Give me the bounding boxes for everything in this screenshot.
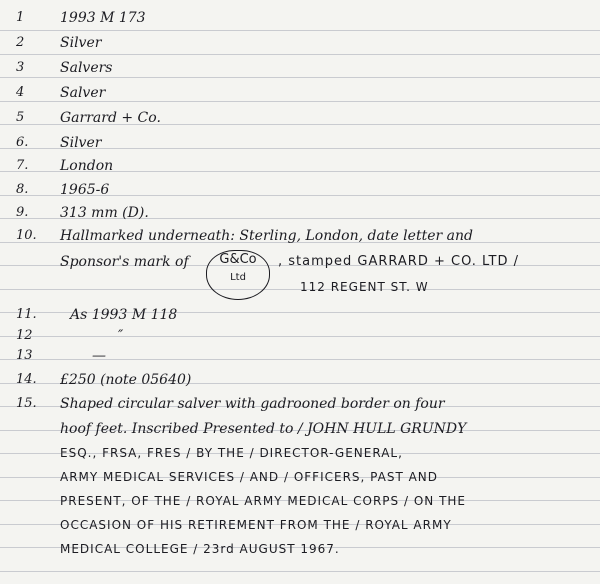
entry-number: 8. <box>16 182 29 197</box>
entry-text: Silver <box>60 35 102 51</box>
entry-text: Salvers <box>60 60 113 76</box>
entry-number: 6. <box>16 135 29 150</box>
entry-number: 13 <box>16 348 33 363</box>
entry-number: 4 <box>16 85 25 100</box>
entry-number: 5 <box>16 110 25 125</box>
entry-text: hoof feet. Inscribed Presented to / JOHN HULL GRUNDY <box>60 421 467 437</box>
entry-number: 2 <box>16 35 25 50</box>
entry-number: 7. <box>16 158 29 173</box>
entry-text: Shaped circular salver with gadrooned border on four <box>60 396 445 412</box>
entry-number: 3 <box>16 60 25 75</box>
entry-text: , stamped GARRARD + CO. LTD / <box>278 254 519 269</box>
entry-text: London <box>60 158 114 174</box>
entry-text: ″ <box>118 328 124 344</box>
entry-text: Sponsor's mark of <box>60 254 189 270</box>
mark-top: G&Co <box>219 252 257 267</box>
entry-text: MEDICAL COLLEGE / 23rd AUGUST 1967. <box>60 542 340 556</box>
entry-number: 14. <box>16 372 37 387</box>
entry-number: 15. <box>16 396 37 411</box>
entry-number: 9. <box>16 205 29 220</box>
entry-text: PRESENT, OF THE / ROYAL ARMY MEDICAL CORPS / ON THE <box>60 494 467 508</box>
ruled-line <box>0 77 600 78</box>
makers-mark <box>206 250 270 300</box>
ruled-line <box>0 54 600 55</box>
entry-number: 10. <box>16 228 37 243</box>
ruled-line <box>0 101 600 102</box>
ruled-line <box>0 30 600 31</box>
entry-text: ESQ., FRSA, FRES / BY THE / DIRECTOR-GENERAL, <box>60 446 403 460</box>
entry-number: 1 <box>16 10 25 25</box>
entry-text: Salver <box>60 85 106 101</box>
entry-text: — <box>92 348 106 364</box>
ruled-line <box>0 359 600 360</box>
mark-bottom: Ltd <box>230 272 246 283</box>
entry-number: 12 <box>16 328 33 343</box>
entry-text: 313 mm (D). <box>60 205 149 221</box>
entry-text: 112 REGENT ST. W <box>300 280 429 294</box>
entry-text: £250 (note 05640) <box>60 372 192 388</box>
entry-text: 1993 M 173 <box>60 10 146 26</box>
entry-text: OCCASION OF HIS RETIREMENT FROM THE / ROYAL ARMY <box>60 518 452 532</box>
entry-text: Hallmarked underneath: Sterling, London, date letter and <box>60 228 473 244</box>
entry-text: 1965-6 <box>60 182 110 198</box>
entry-text: Garrard + Co. <box>60 110 161 126</box>
ruled-line <box>0 571 600 572</box>
entry-text: As 1993 M 118 <box>70 307 178 323</box>
ruled-line <box>0 336 600 337</box>
entry-number: 11. <box>16 307 37 322</box>
entry-text: ARMY MEDICAL SERVICES / AND / OFFICERS, PAST AND <box>60 470 439 484</box>
entry-text: Silver <box>60 135 102 151</box>
